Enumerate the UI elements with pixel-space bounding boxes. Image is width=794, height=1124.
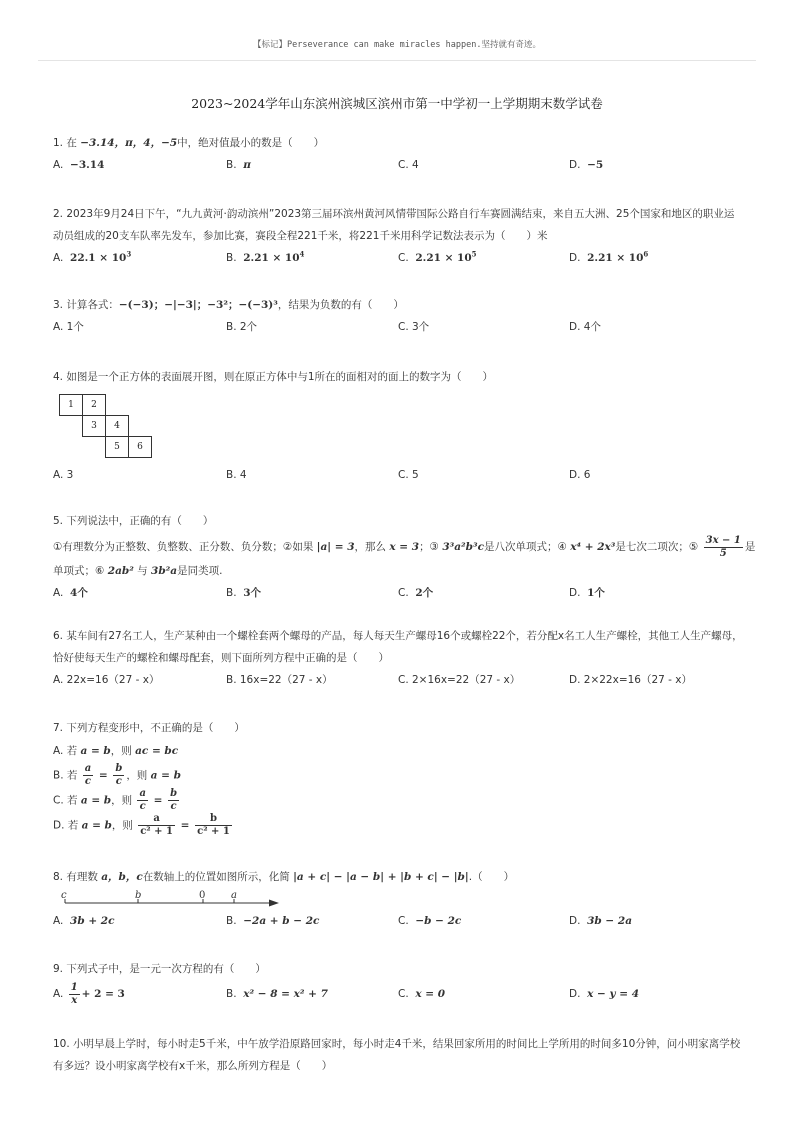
question-5-statements-line2: 单项式；⑥ 2ab² 与 3b²a是同类项. <box>53 565 223 577</box>
question-4-stem: 4. 如图是一个正方体的表面展开图，则在原正方体中与1所在的面相对的面上的数字为（ ） <box>53 371 494 383</box>
option-d[interactable]: D. 若 a = b，则 $\frac{a}{\text{c² + 1}}$ = $\frac{b}{\text{c² + 1}}$ <box>53 813 230 837</box>
question-9-options <box>53 980 753 1008</box>
page-header-motto: 【标记】Perseverance can make miracles happen.坚持就有奇迹。 <box>253 40 541 50</box>
option-c[interactable]: C. $2.21 \times 10^5$ <box>398 249 477 264</box>
option-c[interactable]: C. 若 a = b，则 $\frac{a}{c}$ = $\frac{b}{c}$ <box>53 788 178 812</box>
option-b[interactable]: B. 3个 <box>226 587 262 599</box>
question-9-stem: 9. 下列式子中，是一元一次方程的有（ ） <box>53 963 266 975</box>
net-cell: 4 <box>105 415 129 437</box>
question-6 <box>53 625 753 691</box>
question-3-stem: 3. 计算各式：−(−3)；−|−3|；−3²；−(−3)³，结果为负数的有（ ） <box>53 299 404 311</box>
question-4-options <box>53 464 753 486</box>
question-4 <box>53 366 753 486</box>
option-b[interactable]: B. π <box>226 159 251 171</box>
axis-label-b: b <box>135 890 142 901</box>
option-c[interactable]: C. 5 <box>398 469 419 481</box>
cube-net-figure <box>53 390 163 464</box>
question-2-stem-line2: 动员组成的20支车队率先发车，参加比赛，赛段全程221千米，将221千米用科学记数法表示为（ ）米 <box>53 230 548 242</box>
net-cell: 6 <box>128 436 152 458</box>
option-a[interactable]: A. 22x=16（27 - x） <box>53 674 160 686</box>
option-a[interactable]: A. 1个 <box>53 321 84 333</box>
fraction: $\frac{3x - 1}{5}$ <box>705 534 741 559</box>
question-2-options <box>53 247 753 269</box>
arrow-icon <box>269 900 279 907</box>
question-7 <box>53 717 753 838</box>
question-2-stem-line1: 2. 2023年9月24日下午，“九九黄河·韵动滨州”2023第三届环滨州黄河风情带国际公路自行车赛圆满结束，来自五大洲、25个国家和地区的职业运 <box>53 208 735 220</box>
axis-label-a: a <box>231 890 237 901</box>
question-7-stem: 7. 下列方程变形中，不正确的是（ ） <box>53 722 245 734</box>
option-a[interactable]: A. 3b + 2c <box>53 915 115 927</box>
option-d[interactable]: D. 4个 <box>569 321 601 333</box>
option-d[interactable]: D. 1个 <box>569 587 605 599</box>
question-5-stem: 5. 下列说法中，正确的有（ ） <box>53 515 214 527</box>
question-3 <box>53 294 753 338</box>
question-6-stem-line1: 6. 某车间有27名工人，生产某种由一个螺栓套两个螺母的产品，每人每天生产螺母16个或螺栓22个，若分配x名工人生产螺栓，其他工人生产螺母， <box>53 630 743 642</box>
question-2 <box>53 203 753 269</box>
option-b[interactable]: B. x² − 8 = x² + 7 <box>226 988 328 1000</box>
option-a[interactable]: A. $\frac{1}{x}$ + 2 = 3 <box>53 981 125 1006</box>
option-c[interactable]: C. −b − 2c <box>398 915 462 927</box>
option-c[interactable]: C. 2个 <box>398 587 434 599</box>
question-1 <box>53 132 753 176</box>
option-b[interactable]: B. −2a + b − 2c <box>226 915 320 927</box>
option-a[interactable]: A. 3 <box>53 469 74 481</box>
option-d[interactable]: D. −5 <box>569 159 604 171</box>
option-b[interactable]: B. 4 <box>226 469 247 481</box>
axis-label-0: 0 <box>199 890 206 901</box>
question-1-options <box>53 154 753 176</box>
option-b[interactable]: B. 2个 <box>226 321 258 333</box>
question-6-options <box>53 669 753 691</box>
question-10-stem-line2: 有多远？设小明家离学校有x千米，那么所列方程是（ ） <box>53 1060 333 1072</box>
option-c[interactable]: C. x = 0 <box>398 988 446 1000</box>
option-a[interactable]: A. −3.14 <box>53 159 105 171</box>
question-8-stem: 8. 有理数 a，b，c在数轴上的位置如图所示，化简 |a + c| − |a − b| + |b + c| − |b|.（ ） <box>53 871 515 883</box>
question-1-stem: 1. 在 −3.14，π，4，−5中，绝对值最小的数是（ ） <box>53 137 325 149</box>
net-cell: 5 <box>105 436 129 458</box>
option-b[interactable]: B. 16x=22（27 - x） <box>226 674 333 686</box>
question-8-options <box>53 910 753 932</box>
option-a[interactable]: A. 若 a = b，则 ac = bc <box>53 745 179 757</box>
option-a[interactable]: A. 4个 <box>53 587 88 599</box>
option-c[interactable]: C. 2×16x=22（27 - x） <box>398 674 521 686</box>
question-3-options <box>53 316 753 338</box>
option-b[interactable]: B. 若 $\frac{a}{c}$ = $\frac{b}{c}$ ，则 a = b <box>53 763 181 787</box>
question-10-stem-line1: 10. 小明早晨上学时，每小时走5千米，中午放学沿原路回家时，每小时走4千米，结果回家所用的时间比上学所用的时间多10分钟，问小明家离学校 <box>53 1038 741 1050</box>
option-c[interactable]: C. 3个 <box>398 321 430 333</box>
exam-title: 2023~2024学年山东滨州滨城区滨州市第一中学初一上学期期末数学试卷 <box>191 96 603 111</box>
net-cell: 1 <box>59 394 83 416</box>
question-9 <box>53 958 753 1008</box>
option-a[interactable]: A. $22.1 \times 10^3$ <box>53 249 132 264</box>
option-d[interactable]: D. $2.21 \times 10^6$ <box>569 249 649 264</box>
option-d[interactable]: D. 6 <box>569 469 591 481</box>
option-c[interactable]: C. 4 <box>398 159 419 171</box>
question-6-stem-line2: 恰好使每天生产的螺栓和螺母配套，则下面所列方程中正确的是（ ） <box>53 652 389 664</box>
question-5-statements-line1: ①有理数分为正整数、负整数、正分数、负分数；②如果 |a| = 3，那么 x = 3；③ 3³a²b³c是八次单项式；④ x⁴ + 2x³是七次二项次；⑤ $\frac{3x - 1}{5}$ 是 <box>53 534 756 559</box>
number-line-figure <box>53 888 293 910</box>
axis-label-c: c <box>61 890 67 901</box>
option-b[interactable]: B. $2.21 \times 10^4$ <box>226 249 305 264</box>
header-divider <box>38 60 756 61</box>
option-d[interactable]: D. 2×22x=16（27 - x） <box>569 674 693 686</box>
question-10 <box>53 1033 753 1077</box>
option-d[interactable]: D. x − y = 4 <box>569 988 640 1000</box>
question-5 <box>53 510 756 604</box>
question-8 <box>53 866 753 932</box>
net-cell: 2 <box>82 394 106 416</box>
question-5-options <box>53 582 753 604</box>
net-cell: 3 <box>82 415 106 437</box>
option-d[interactable]: D. 3b − 2a <box>569 915 632 927</box>
